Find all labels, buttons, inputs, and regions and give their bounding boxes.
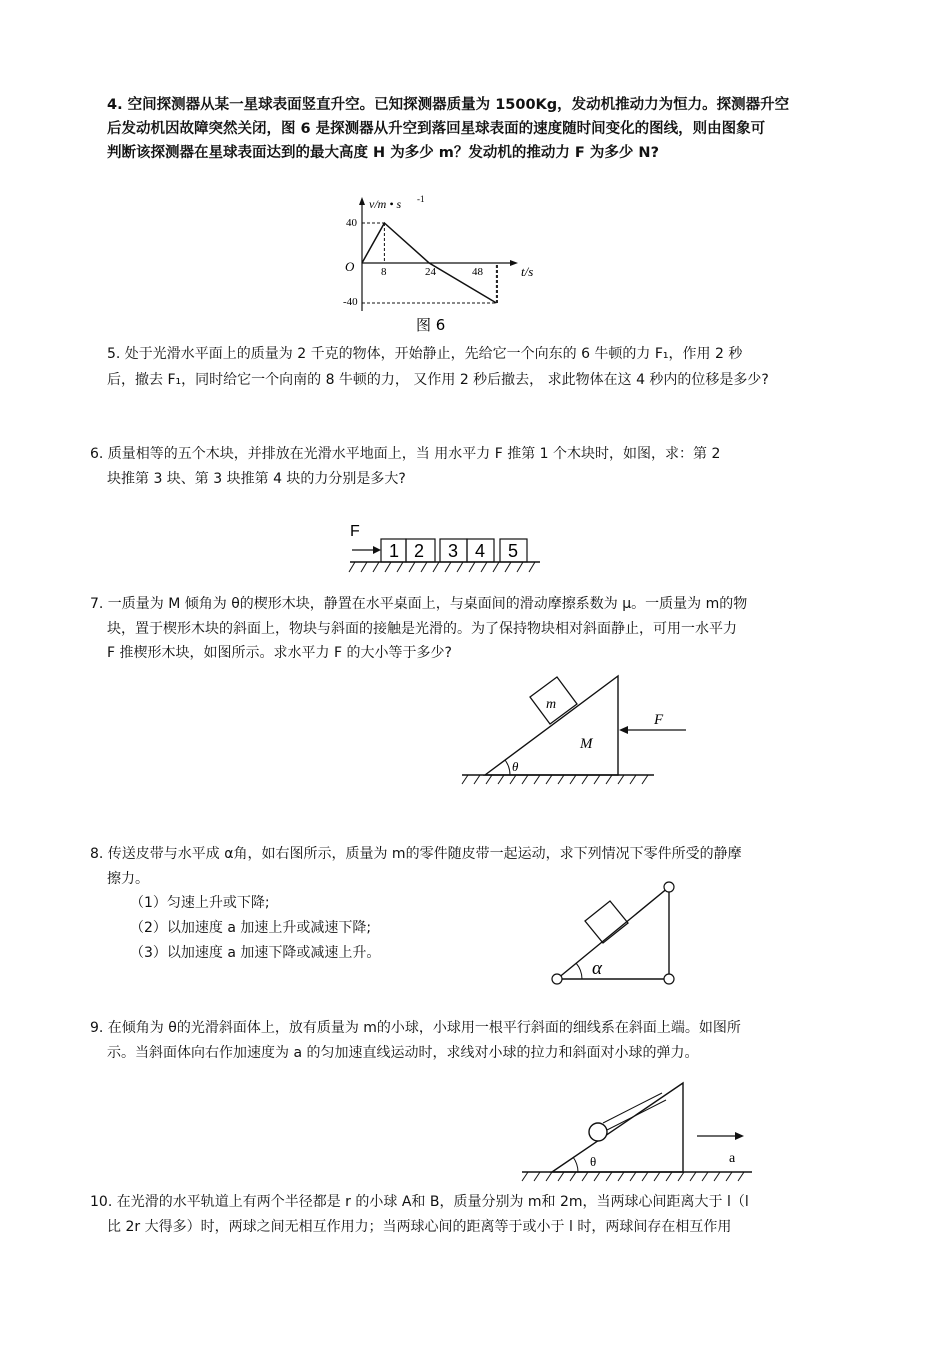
label-theta: θ xyxy=(512,759,519,774)
q8-line-2: 擦力。 xyxy=(107,871,149,887)
wedge-M xyxy=(485,676,618,775)
label-a: a xyxy=(729,1151,736,1166)
label-m: m xyxy=(546,697,557,712)
graph-ylabel-exponent: -1 xyxy=(417,194,425,204)
graph-xtick-24: 24 xyxy=(425,266,436,278)
graph-caption: 图 6 xyxy=(416,316,446,334)
block-3 xyxy=(440,539,467,562)
label-alpha: α xyxy=(592,958,602,979)
q7-line-2: 块，置于楔形木块的斜面上，物块与斜面的接触是光滑的。为了保持物块相对斜面静止，可用一水平力 xyxy=(107,621,737,637)
q9-line-1: 9. 在倾角为 θ的光滑斜面体上，放有质量为 m的小球，小球用一根平行斜面的细线系在斜面上端。如图所 xyxy=(90,1020,741,1036)
block-label-2: 2 xyxy=(414,541,425,561)
q4-line-2: 后发动机因故障突然关闭，图 6 是探测器从升空到落回星球表面的速度随时间变化的图线，则由图象可 xyxy=(107,121,766,137)
block-label-1: 1 xyxy=(389,541,400,561)
q10-line-1: 10. 在光滑的水平轨道上有两个半径都是 r 的小球 A和 B，质量分别为 m和 2m，当两球心间距离大于 l（l xyxy=(90,1194,749,1210)
q8-line-1: 8. 传送皮带与水平成 α角，如右图所示，质量为 m的零件随皮带一起运动，求下列情况下零件所受的静摩 xyxy=(90,846,742,862)
graph-ylabel: v/m • s xyxy=(369,197,402,211)
q6-line-2: 块推第 3 块、第 3 块推第 4 块的力分别是多大? xyxy=(107,471,406,487)
q8-item-3: （3）以加速度 a 加速下降或减速上升。 xyxy=(130,945,381,961)
graph-marks xyxy=(362,223,497,303)
graph-xlabel: t/s xyxy=(521,264,534,279)
part-m xyxy=(585,901,628,943)
graph-ytick-40: 40 xyxy=(346,217,357,229)
graph-axes xyxy=(359,197,518,311)
block-1 xyxy=(381,539,406,562)
y-axis-arrow xyxy=(359,197,365,205)
graph-xtick-8: 8 xyxy=(381,266,387,278)
q7-line-3: F 推楔形木块，如图所示。求水平力 F 的大小等于多少? xyxy=(107,645,452,661)
q4-line-3: 判断该探测器在星球表面达到的最大高度 H 为多少 m？发动机的推动力 F 为多少 N? xyxy=(107,145,659,161)
string-line-1 xyxy=(603,1093,662,1123)
pulley-top xyxy=(664,882,674,892)
block-label-4: 4 xyxy=(475,541,486,561)
label-F: F xyxy=(654,712,664,728)
label-theta: θ xyxy=(590,1154,597,1169)
x-axis-arrow xyxy=(510,260,518,266)
q10-line-2: 比 2r 大得多）时，两球之间无相互作用力；当两球心间的距离等于或小于 l 时，两球间存在相互作用 xyxy=(107,1219,732,1235)
block-label-3: 3 xyxy=(448,541,459,561)
conveyor-triangle xyxy=(557,887,669,979)
q5-line-2: 后，撤去 F₁，同时给它一个向南的 8 牛顿的力， 又作用 2 秒后撤去， 求此物体在这 4 秒内的位移是多少? xyxy=(107,372,769,388)
graph-origin: O xyxy=(345,259,355,274)
incline-body xyxy=(552,1083,683,1172)
q8-item-2: （2）以加速度 a 加速上升或减速下降; xyxy=(130,920,372,936)
block-2 xyxy=(406,539,435,562)
q4-line-1: 4. 空间探测器从某一星球表面竖直升空。已知探测器质量为 1500Kg，发动机推动力为恒力。探测器升空 xyxy=(107,97,790,113)
label-M: M xyxy=(580,736,593,752)
block-5 xyxy=(500,539,527,562)
block-label-5: 5 xyxy=(508,541,519,561)
string-line-2 xyxy=(607,1100,666,1130)
block-4 xyxy=(467,539,494,562)
graph-xtick-48: 48 xyxy=(472,266,483,278)
pulley-bottom-right xyxy=(664,974,674,984)
graph-ytick-neg40: -40 xyxy=(343,296,358,308)
force-label: F xyxy=(350,523,360,540)
q7-line-1: 7. 一质量为 M 倾角为 θ的楔形木块，静置在水平桌面上，与桌面间的滑动摩擦系数为 μ。一质量为 m的物 xyxy=(90,596,748,612)
q6-line-1: 6. 质量相等的五个木块，并排放在光滑水平地面上，当 用水平力 F 推第 1 个木块时，如图，求：第 2 xyxy=(90,446,721,462)
block-m xyxy=(530,677,577,724)
q8-item-1: （1）匀速上升或下降; xyxy=(130,895,270,911)
q9-line-2: 示。当斜面体向右作加速度为 a 的匀加速直线运动时，求线对小球的拉力和斜面对小球的弹力。 xyxy=(107,1045,699,1061)
ball xyxy=(589,1123,607,1141)
q5-line-1: 5. 处于光滑水平面上的质量为 2 千克的物体，开始静止，先给它一个向东的 6 牛顿的力 F₁，作用 2 秒 xyxy=(107,346,743,362)
velocity-line xyxy=(362,223,496,303)
pulley-bottom-left xyxy=(552,974,562,984)
